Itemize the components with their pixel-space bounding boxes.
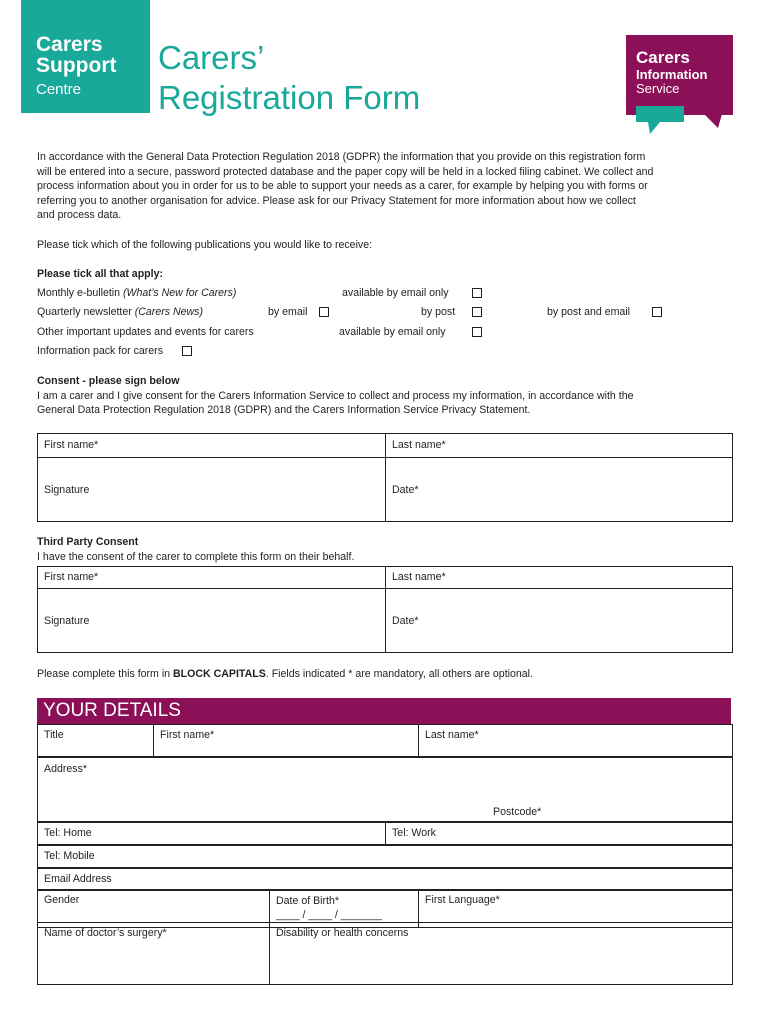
dob-label: Date of Birth* (276, 895, 340, 907)
quarterly-post-label: by post (421, 306, 456, 318)
quarterly-post-checkbox[interactable] (472, 307, 482, 317)
info-pack-label: Information pack for carers (37, 345, 163, 357)
updates-email-checkbox[interactable] (472, 327, 482, 337)
dob-format: ____ / ____ / _______ (276, 909, 383, 921)
third-party-section (37, 535, 737, 564)
doctor-surgery-label: Name of doctor’s surgery* (44, 927, 167, 939)
quarterly-both-checkbox[interactable] (652, 307, 662, 317)
speech-bubble-icon (626, 104, 736, 136)
tel-home-field[interactable] (38, 823, 386, 845)
third-party-signature-field[interactable] (38, 589, 386, 653)
address-field[interactable] (38, 758, 733, 822)
monthly-option-label: available by email only (342, 287, 449, 299)
instructions-pre: Please complete this form in (37, 668, 174, 680)
tel-mobile-label: Tel: Mobile (44, 850, 95, 862)
intro-line: and process data. (37, 209, 122, 222)
intro-line: In accordance with the General Data Protection Regulation 2018 (GDPR) the information that you provide on this registration form (37, 151, 646, 163)
first-name-label: First name* (160, 729, 215, 741)
consent-signature-field[interactable] (38, 458, 386, 522)
tel-home-label: Tel: Home (44, 827, 92, 839)
tel-mobile-field[interactable] (38, 846, 733, 868)
intro-line: referring you to another organisation for advice. Please ask for our Privacy Statement for more information about how we collect (37, 194, 636, 207)
instructions-post: . Fields indicated * are mandatory, all others are optional. (265, 668, 533, 680)
address-label: Address* (44, 763, 87, 775)
quarterly-email-checkbox[interactable] (319, 307, 329, 317)
your-details-name-row (37, 724, 733, 757)
logo-left-line1: Carers (36, 33, 103, 56)
consent-first-name-label: First name* (44, 439, 99, 451)
quarterly-both-label: by post and email (547, 306, 631, 318)
gender-label: Gender (44, 894, 80, 906)
first-name-field[interactable] (154, 725, 419, 757)
publications-heading: Please tick all that apply: (37, 268, 163, 280)
consent-last-name-field[interactable] (386, 434, 733, 458)
publications-prompt: Please tick which of the following publications you would like to receive: (37, 239, 373, 251)
your-details-email-row (37, 868, 733, 891)
carers-information-service-logo (626, 35, 733, 115)
third-party-first-name-label: First name* (44, 571, 99, 583)
consent-table (37, 433, 733, 522)
quarterly-label-text: Quarterly newsletter (37, 306, 135, 318)
third-party-signature-label: Signature (44, 614, 90, 627)
consent-signature-label: Signature (44, 483, 90, 496)
logo-left-line2: Support (36, 54, 117, 77)
title-field[interactable] (38, 725, 154, 757)
page-title-line1: Carers’ (158, 39, 265, 76)
third-party-line: I have the consent of the carer to complete this form on their behalf. (37, 550, 355, 563)
intro-paragraph (37, 150, 737, 223)
page-title-line2: Registration Form (158, 79, 421, 116)
monthly-email-checkbox[interactable] (472, 288, 482, 298)
disability-field[interactable] (270, 923, 733, 985)
quarterly-email-label: by email (268, 306, 308, 318)
your-details-address-row (37, 757, 733, 822)
consent-line: I am a carer and I give consent for the Carers Information Service to collect and process my information, in accordance with the (37, 389, 634, 402)
email-field[interactable] (38, 869, 733, 891)
consent-first-name-field[interactable] (38, 434, 386, 458)
consent-line: General Data Protection Regulation 2018 (GDPR) and the Carers Information Service Privacy Statement. (37, 404, 531, 417)
your-details-mobile-row (37, 845, 733, 868)
consent-heading: Consent - please sign below (37, 375, 180, 387)
doctor-surgery-field[interactable] (38, 923, 270, 985)
third-party-date-field[interactable] (386, 589, 733, 653)
third-party-last-name-field[interactable] (386, 567, 733, 589)
updates-label: Other important updates and events for carers (37, 326, 254, 338)
page-title (158, 38, 420, 118)
monthly-bulletin-label (37, 286, 236, 301)
carers-support-centre-logo (21, 0, 150, 113)
third-party-table (37, 566, 733, 653)
logo-right-line2: Information (636, 67, 708, 82)
intro-line: process information about you in order for us to be able to support your needs as a carer, for example by helping you with forms or (37, 180, 648, 193)
monthly-label-italic: (What’s New for Carers) (122, 287, 237, 299)
third-party-date-label: Date* (392, 614, 419, 627)
monthly-label-text: Monthly e-bulletin (37, 287, 123, 299)
last-name-label: Last name* (425, 729, 479, 741)
third-party-first-name-field[interactable] (38, 567, 386, 589)
tel-work-label: Tel: Work (392, 827, 436, 839)
third-party-heading: Third Party Consent (37, 536, 139, 548)
instructions-bold: BLOCK CAPITALS (173, 668, 266, 680)
tel-work-field[interactable] (386, 823, 733, 845)
title-label: Title (44, 729, 64, 741)
your-details-heading: YOUR DETAILS (43, 700, 181, 721)
last-name-field[interactable] (419, 725, 733, 757)
email-label: Email Address (44, 873, 112, 885)
logo-left-line3: Centre (36, 81, 82, 98)
intro-line: will be entered into a secure, password protected database and the paper copy will be held in a locked filing cabinet. We collect and (37, 165, 654, 178)
consent-date-field[interactable] (386, 458, 733, 522)
logo-right-line3: Service (636, 81, 680, 96)
first-language-label: First Language* (425, 894, 500, 906)
third-party-last-name-label: Last name* (392, 571, 446, 583)
consent-date-label: Date* (392, 483, 419, 496)
info-pack-checkbox[interactable] (182, 346, 192, 356)
block-capitals-instructions (37, 667, 533, 682)
your-details-doctor-row (37, 922, 733, 985)
your-details-tel-row (37, 822, 733, 845)
consent-last-name-label: Last name* (392, 439, 446, 451)
logo-right-line1: Carers (636, 48, 690, 67)
your-details-header (37, 698, 731, 724)
quarterly-label-italic: (Carers News) (134, 306, 204, 318)
postcode-label: Postcode* (493, 806, 542, 818)
consent-section (37, 374, 737, 418)
disability-label: Disability or health concerns (276, 927, 409, 939)
quarterly-newsletter-label (37, 305, 203, 320)
updates-option-label: available by email only (339, 326, 446, 338)
